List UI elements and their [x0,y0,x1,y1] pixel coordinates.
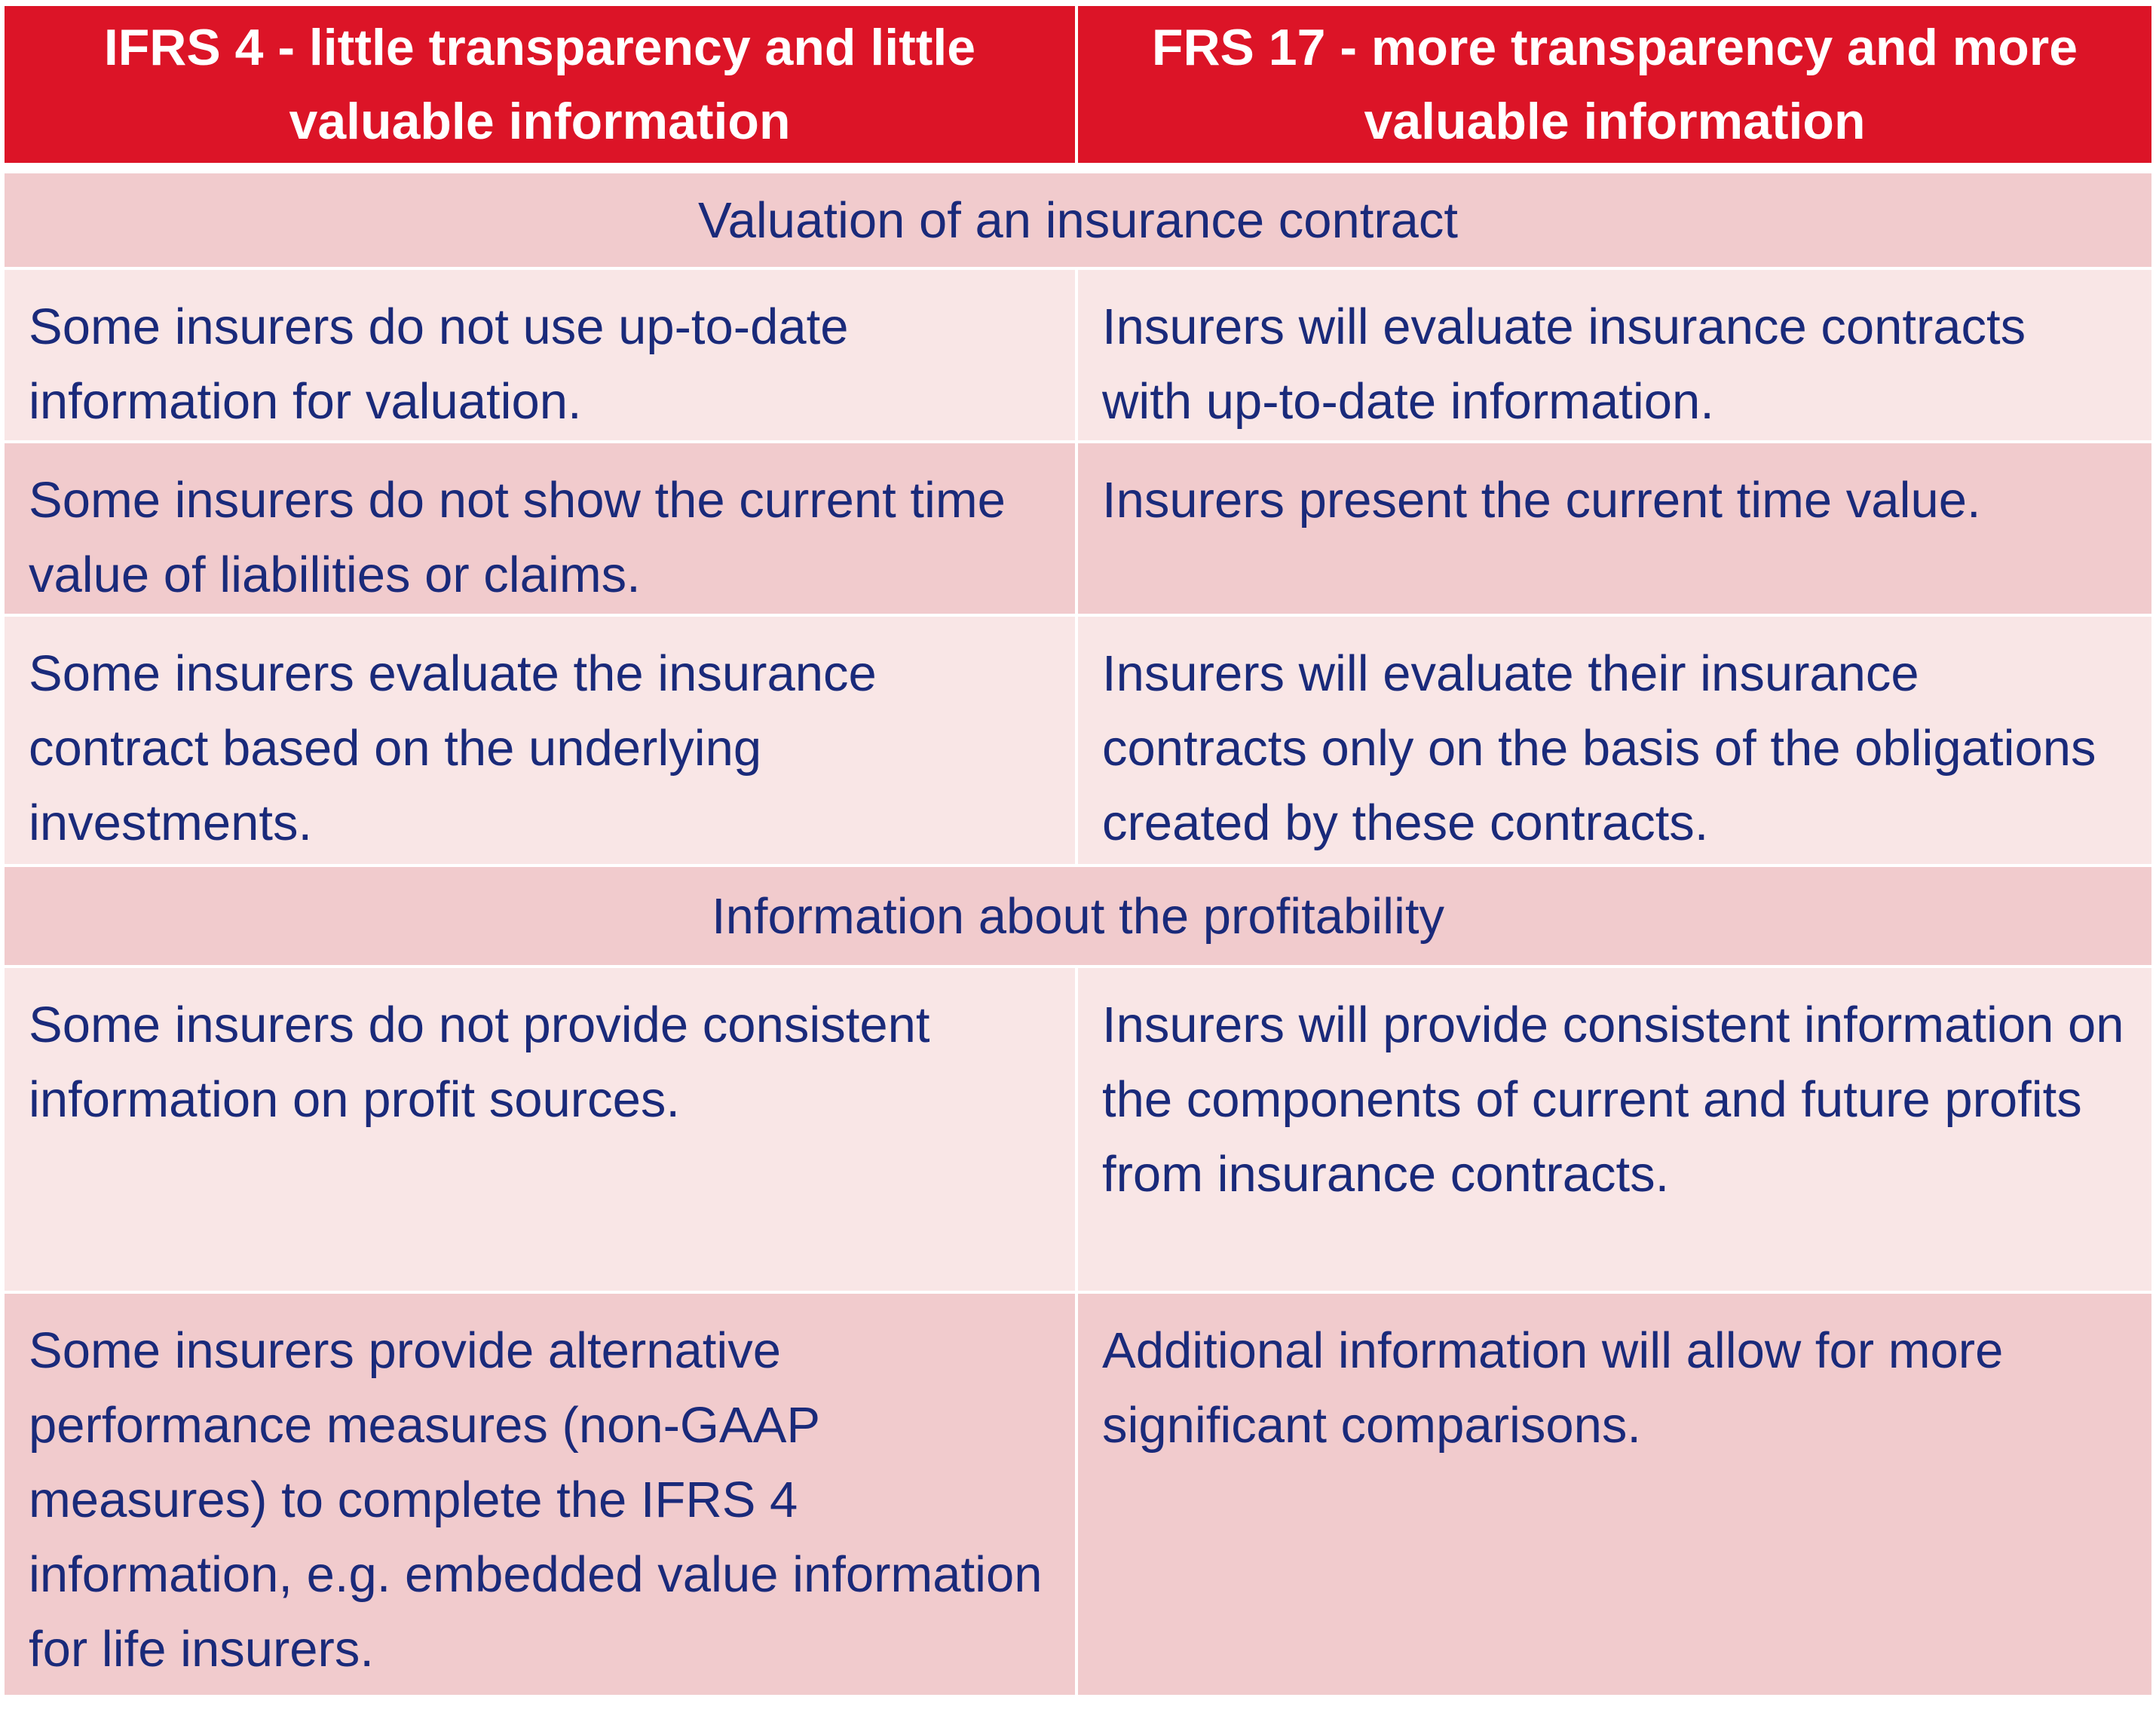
table-row [5,617,2151,867]
table-row [5,1294,2151,1698]
section-row-valuation [5,173,2151,270]
cell-ifrs4: Some insurers evaluate the insurance contract based on the underlying investments. [5,617,1078,867]
comparison-table [5,6,2151,1698]
cell-ifrs4: Some insurers provide alternative performance measures (non-GAAP measures) to complete the IFRS 4 information, e.g. embedded value information for life insurers. [5,1294,1078,1698]
table-header [5,6,2151,173]
header-row [5,6,2151,173]
table-row [5,270,2151,443]
table-row [5,968,2151,1294]
cell-ifrs4: Some insurers do not use up-to-date information for valuation. [5,270,1078,443]
cell-frs17: Insurers will evaluate insurance contracts with up-to-date information. [1078,270,2151,443]
table-body [5,173,2151,1698]
cell-ifrs4: Some insurers do not show the current time value of liabilities or claims. [5,443,1078,617]
cell-frs17: Insurers will provide consistent information on the components of current and future profits from insurance contracts. [1078,968,2151,1294]
section-title-valuation: Valuation of an insurance contract [5,173,2151,270]
section-title-profitability: Information about the profitability [5,867,2151,968]
section-row-profitability [5,867,2151,968]
header-frs17: FRS 17 - more transparency and more valuable information [1078,6,2151,173]
cell-frs17: Additional information will allow for more significant comparisons. [1078,1294,2151,1698]
cell-frs17: Insurers present the current time value. [1078,443,2151,617]
header-ifrs4: IFRS 4 - little transparency and little valuable information [5,6,1078,173]
table-row [5,443,2151,617]
cell-frs17: Insurers will evaluate their insurance contracts only on the basis of the obligations created by these contracts. [1078,617,2151,867]
cell-ifrs4: Some insurers do not provide consistent information on profit sources. [5,968,1078,1294]
